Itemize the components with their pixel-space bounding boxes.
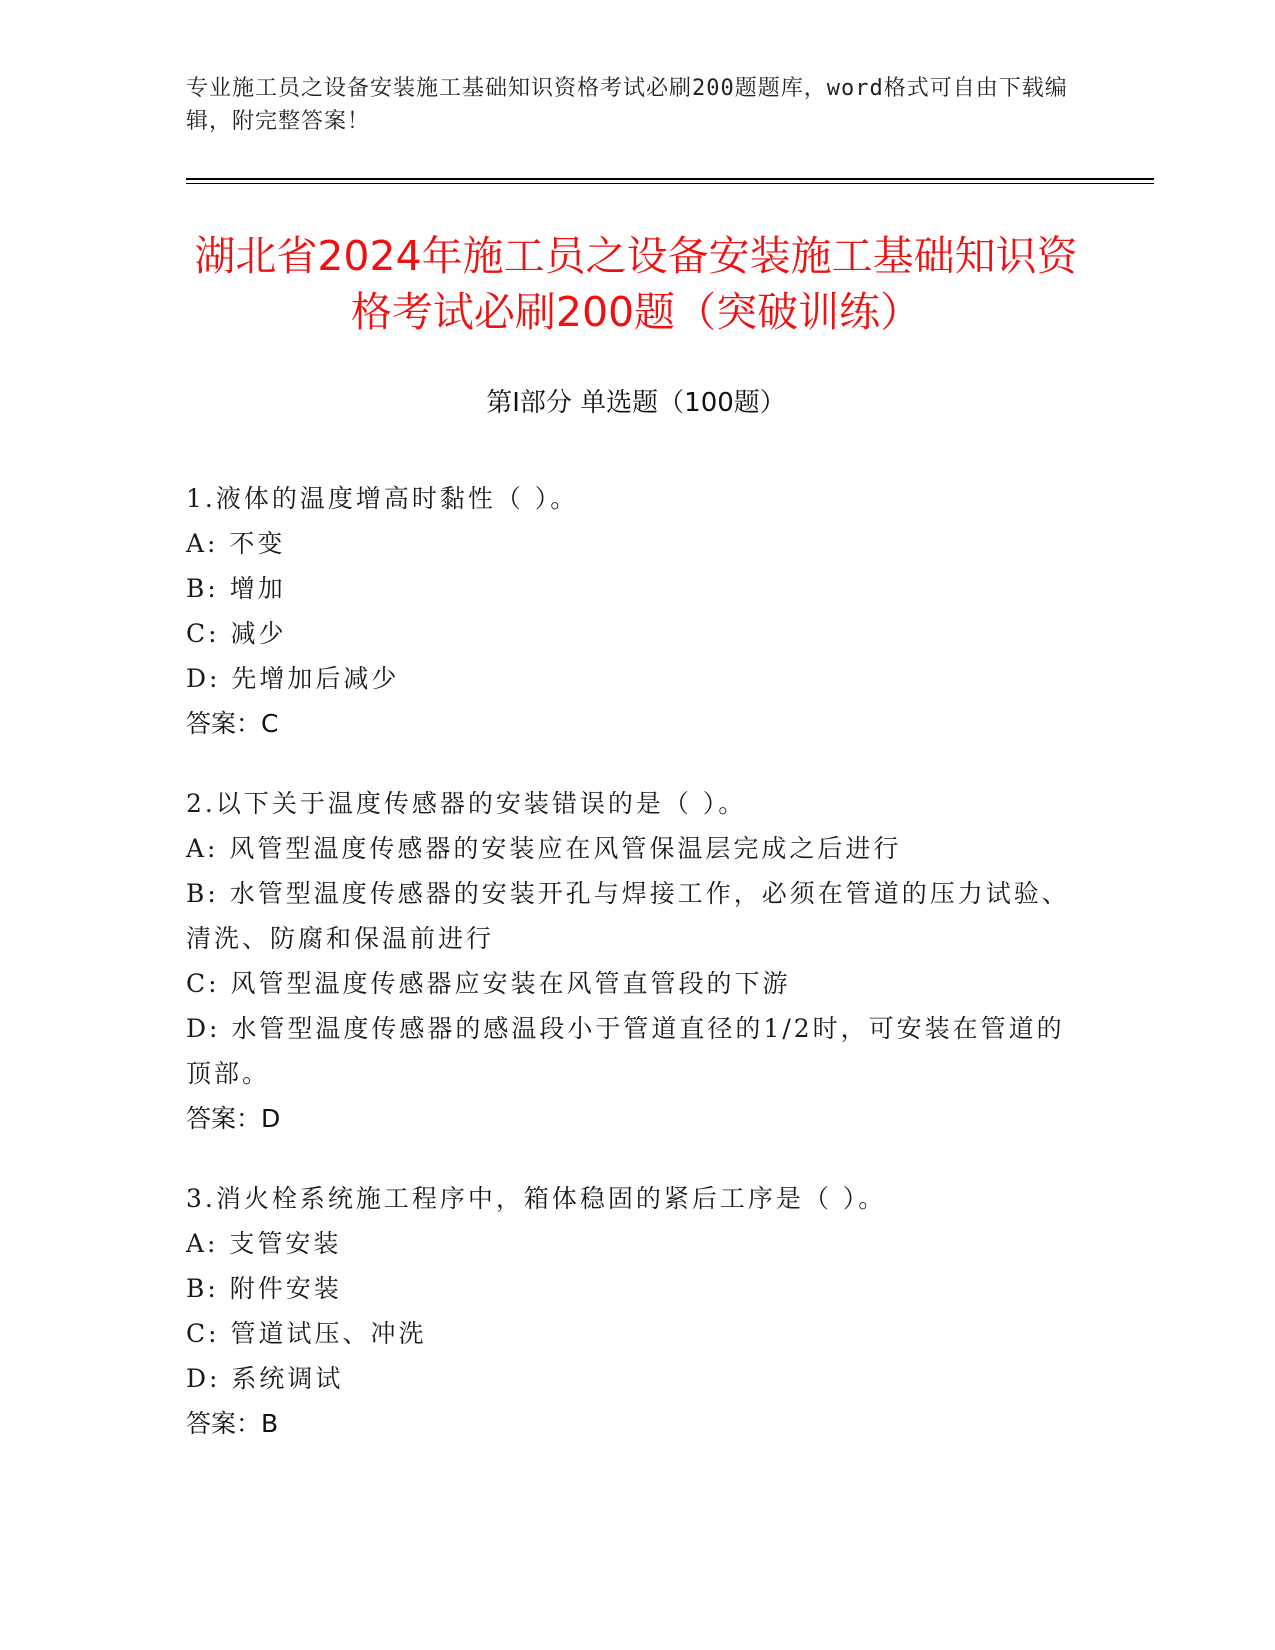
option-c: C: 减少	[186, 619, 287, 648]
question-list	[186, 476, 1076, 1481]
option-b: B: 附件安装	[186, 1274, 342, 1303]
option-d: D: 先增加后减少	[186, 664, 400, 693]
question-stem: 2.以下关于温度传感器的安装错误的是（ ）。	[186, 789, 747, 818]
header-note: 专业施工员之设备安装施工基础知识资格考试必刷200题题库，word格式可自由下载编辑，附完整答案！	[186, 76, 1068, 134]
section-title: 第Ⅰ部分 单选题（100题）	[486, 388, 786, 418]
option-c: C: 风管型温度传感器应安装在风管直管段的下游	[186, 969, 791, 998]
header-rule-thin	[186, 183, 1154, 184]
question-2	[186, 781, 1076, 1141]
option-a: A: 风管型温度传感器的安装应在风管保温层完成之后进行	[186, 834, 902, 863]
question-stem: 1.液体的温度增高时黏性（ ）。	[186, 484, 579, 513]
header-rule-thick	[186, 178, 1154, 180]
answer: 答案：C	[186, 709, 279, 738]
document-title: 湖北省2024年施工员之设备安装施工基础知识资格考试必刷200题（突破训练）	[194, 232, 1078, 336]
question-1	[186, 476, 1076, 746]
option-d: D: 系统调试	[186, 1364, 344, 1393]
answer: 答案：B	[186, 1409, 279, 1438]
option-b: B: 水管型温度传感器的安装开孔与焊接工作，必须在管道的压力试验、清洗、防腐和保温前进行	[186, 879, 1070, 953]
option-d: D: 水管型温度传感器的感温段小于管道直径的1/2时，可安装在管道的顶部。	[186, 1014, 1065, 1088]
option-b: B: 增加	[186, 574, 286, 603]
option-a: A: 支管安装	[186, 1229, 342, 1258]
option-a: A: 不变	[186, 529, 286, 558]
question-3	[186, 1176, 1076, 1446]
question-stem: 3.消火栓系统施工程序中，箱体稳固的紧后工序是（ ）。	[186, 1184, 887, 1213]
answer: 答案：D	[186, 1104, 281, 1133]
option-c: C: 管道试压、冲洗	[186, 1319, 427, 1348]
